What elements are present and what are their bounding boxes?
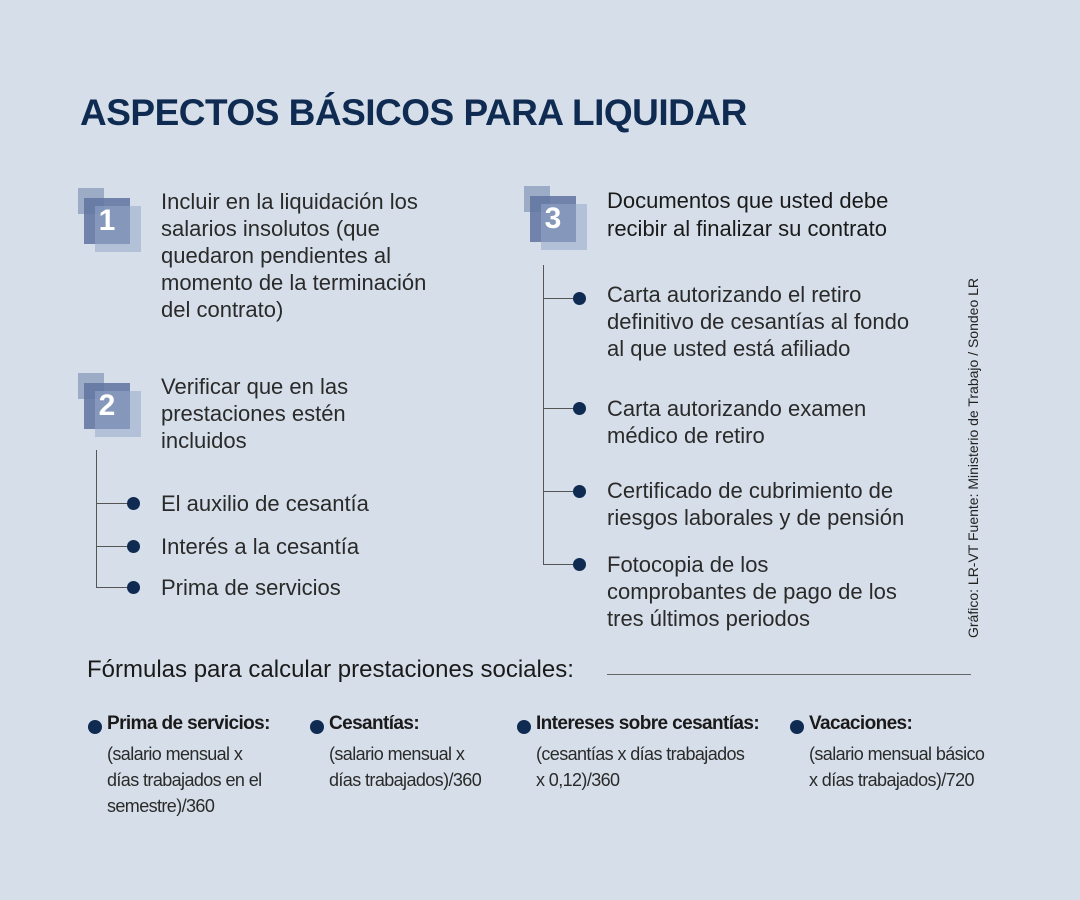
formula-name-intereses: Intereses sobre cesantías: [536,713,760,734]
step-2-number: 2 [98,389,116,422]
step-2-connector [96,450,97,587]
formula-name-cesantias: Cesantías: [329,713,420,734]
bullet-icon [127,540,140,553]
step-3-item: Carta autorizando el retiro definitivo de cesantías al fondo al que usted está afiliado [607,282,910,361]
step-3-text: Documentos que usted debe recibir al finalizar su contrato [607,188,889,241]
step-1-number: 1 [98,204,116,237]
step-3-connector [543,265,544,564]
bullet-icon [127,497,140,510]
formula-prima: (salario mensual x días trabajados en el semestre)/360 [107,744,262,816]
bullet-icon [573,485,586,498]
formula-name-prima: Prima de servicios: [107,713,270,734]
step-3-item: Carta autorizando examen médico de retiro [607,396,867,448]
page-title: ASPECTOS BÁSICOS PARA LIQUIDAR [80,92,747,133]
formula-vacaciones: (salario mensual básico x días trabajados)/720 [809,744,985,790]
step-3-item: Fotocopia de los comprobantes de pago de los tres últimos periodos [607,552,897,631]
bullet-icon [517,720,531,734]
formula-intereses: (cesantías x días trabajados x 0,12)/360 [536,744,745,790]
bullet-icon [127,581,140,594]
step-1-badge [78,188,142,252]
step-2-item: Interés a la cesantía [161,534,360,559]
bullet-icon [573,558,586,571]
formula-cesantias: (salario mensual x días trabajados)/360 [329,744,482,790]
bullet-icon [573,292,586,305]
formulas-title: Fórmulas para calcular prestaciones sociales: [87,656,574,683]
step-2-item: Prima de servicios [161,575,341,600]
bullet-icon [310,720,324,734]
step-2-badge [78,373,142,437]
formula-name-vacaciones: Vacaciones: [809,713,913,734]
step-3-item: Certificado de cubrimiento de riesgos laborales y de pensión [607,478,905,530]
formulas-divider [607,674,971,675]
step-2-item: El auxilio de cesantía [161,491,369,516]
bullet-icon [790,720,804,734]
step-2-text: Verificar que en las prestaciones estén incluidos [161,374,349,453]
source-credit: Gráfico: LR-VT Fuente: Ministerio de Trabajo / Sondeo LR [965,277,981,638]
step-3-number: 3 [544,202,562,235]
step-1-text: Incluir en la liquidación los salarios insolutos (que quedaron pendientes al momento de la terminación del contrato) [161,189,427,322]
step-3-badge [524,186,588,250]
bullet-icon [88,720,102,734]
bullet-icon [573,402,586,415]
